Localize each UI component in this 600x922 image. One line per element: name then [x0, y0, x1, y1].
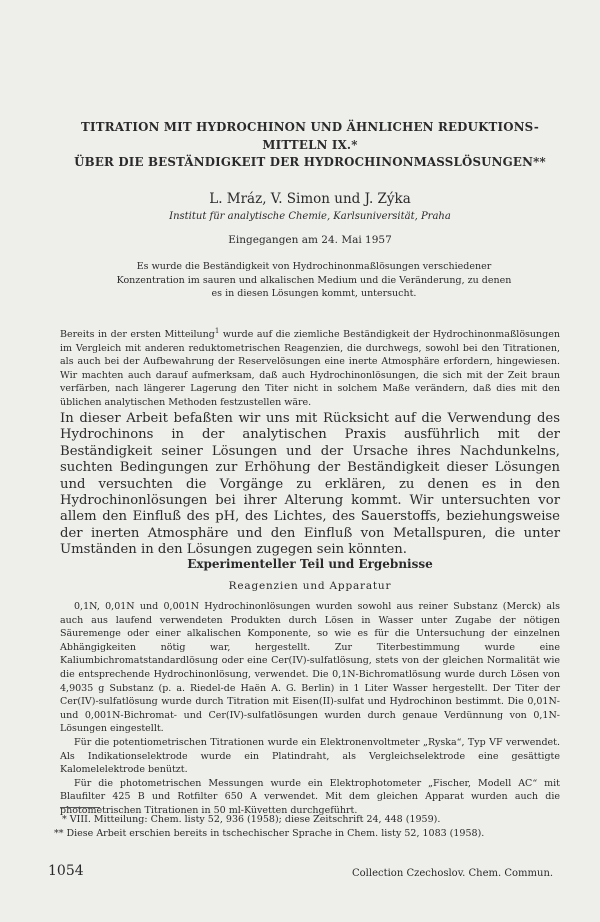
potentiometry-paragraph: Für die potentiometrischen Titrationen wurde ein Elektronenvoltmeter „Ryska“, Typ VF verwendet. Als Indikationselektrode wurde ein Platindraht, als Vergleichselektrode eine gesättigte Kalomelelektrode benützt. [60, 736, 560, 776]
main-paragraph: In dieser Arbeit befaßten wir uns mit Rücksicht auf die Verwendung des Hydrochinons in der analytischen Praxis ausführlich mit der Beständigkeit seiner Lösungen und der Ursache ihres Nachdunkelns, suchten Bedingungen zur Erhöhung der Beständigkeit dieser Lösungen und versuchten die Vorgänge zu erklären, zu denen es in den Hydrochinonlösungen bei ihrer Alterung kommt. Wir untersuchten vor allem den Einfluß des pH, des Lichtes, des Sauerstoffs, beziehungsweise der inerten Atmosphäre und den Einfluß von Metallspuren, die unter Umständen in den Lösungen zugegen sein könnten. [60, 411, 560, 558]
reference-superscript: 1 [214, 326, 220, 335]
footnotes [48, 813, 560, 840]
footnote-2: ** Diese Arbeit erschien bereits in tschechischer Sprache in Chem. listy 52, 1083 (1958). [54, 827, 485, 839]
section-heading: Experimenteller Teil und Ergebnisse [187, 557, 433, 571]
article-title [48, 119, 572, 172]
footnote-rule [60, 807, 100, 808]
footnote-1: * VIII. Mitteilung: Chem. listy 52, 936 (1958); diese Zeitschrift 24, 448 (1959). [62, 814, 441, 825]
intro-text-b: wurde auf die ziemliche Beständigkeit der Hydrochinonmaßlösungen im Vergleich mit anderen reduktometrischen Reagenzien, die durchwegs, sowohl bei den Titrationen, als auch bei der Aufbewahrung der Reservelösungen eine inerte Atmosphäre erfordern, hingewiesen. Wir machten auch darauf aufmerksam, daß auch Hydrochinonlösungen, die sich mit der Zeit braun verfärben, nach längerer Lagerung den Titer nicht in solchem Maße verändern, daß dies mit den üblichen analytischen Methoden festzustellen wäre. [60, 329, 560, 408]
journal-name: Collection Czechoslov. Chem. Commun. [352, 868, 554, 879]
intro-paragraph [60, 328, 560, 410]
institute: Institut für analytische Chemie, Karlsuniversität, Praha [169, 211, 451, 222]
subsection-heading: Reagenzien und Apparatur [228, 580, 392, 592]
page-number: 1054 [48, 863, 84, 879]
title-line-2: MITTELN IX.* [262, 137, 358, 152]
title-line-3: ÜBER DIE BESTÄNDIGKEIT DER HYDROCHINONMASSLÖSUNGEN** [74, 155, 546, 169]
intro-text-a: Bereits in der ersten Mitteilung [60, 329, 215, 340]
reagents-paragraph: 0,1N, 0,01N und 0,001N Hydrochinonlösungen wurden sowohl aus reiner Substanz (Merck) als auch aus laufend verwendeten Produkten durch Lösen in Wasser unter Zugabe der nötigen Säuremenge oder einer alkalischen Komponente, so wie es für die Untersuchung der einzelnen Abhängigkeiten nötig war, hergestellt. Zur Titerbestimmung wurde eine Kaliumbichromatstandardlösung oder eine Cer(IV)-sulfatlösung, stets von der gleichen Normalität wie die entsprechende Hydrochinonlösung, verwendet. Die 0,1N-Bichromatlösung wurde durch Lösen von 4,9035 g Substanz (p. a. Riedel-de Haën A. G. Berlin) in 1 Liter Wasser hergestellt. Der Titer der Cer(IV)-sulfatlösung wurde durch Titration mit Eisen(II)-sulfat und Hydrochinon bestimmt. Die 0,01N- und 0,001N-Bichromat- und Cer(IV)-sulfatlösungen wurden durch genaue Verdünnung von 0,1N-Lösungen eingestellt. [60, 601, 560, 735]
authors: L. Mráz, V. Simon und J. Zýka [209, 191, 411, 207]
abstract: Es wurde die Beständigkeit von Hydrochinonmaßlösungen verschiedener Konzentration im sauren und alkalischen Medium und die Veränderung, zu denen es in diesen Lösungen kommt, untersucht. [116, 261, 512, 299]
received-date: Eingegangen am 24. Mai 1957 [228, 234, 392, 246]
photometry-paragraph: Für die photometrischen Messungen wurde ein Elektrophotometer „Fischer, Modell AC“ mit Blaufilter 425 B und Rotfilter 650 A verwendet. Mit dem gleichen Apparat wurden auch die photometrischen Titrationen in 50 ml-Küvetten durchgeführt. [60, 777, 560, 816]
title-line-1: TITRATION MIT HYDROCHINON UND ÄHNLICHEN REDUKTIONS- [81, 120, 539, 134]
experimental-text [60, 600, 560, 818]
